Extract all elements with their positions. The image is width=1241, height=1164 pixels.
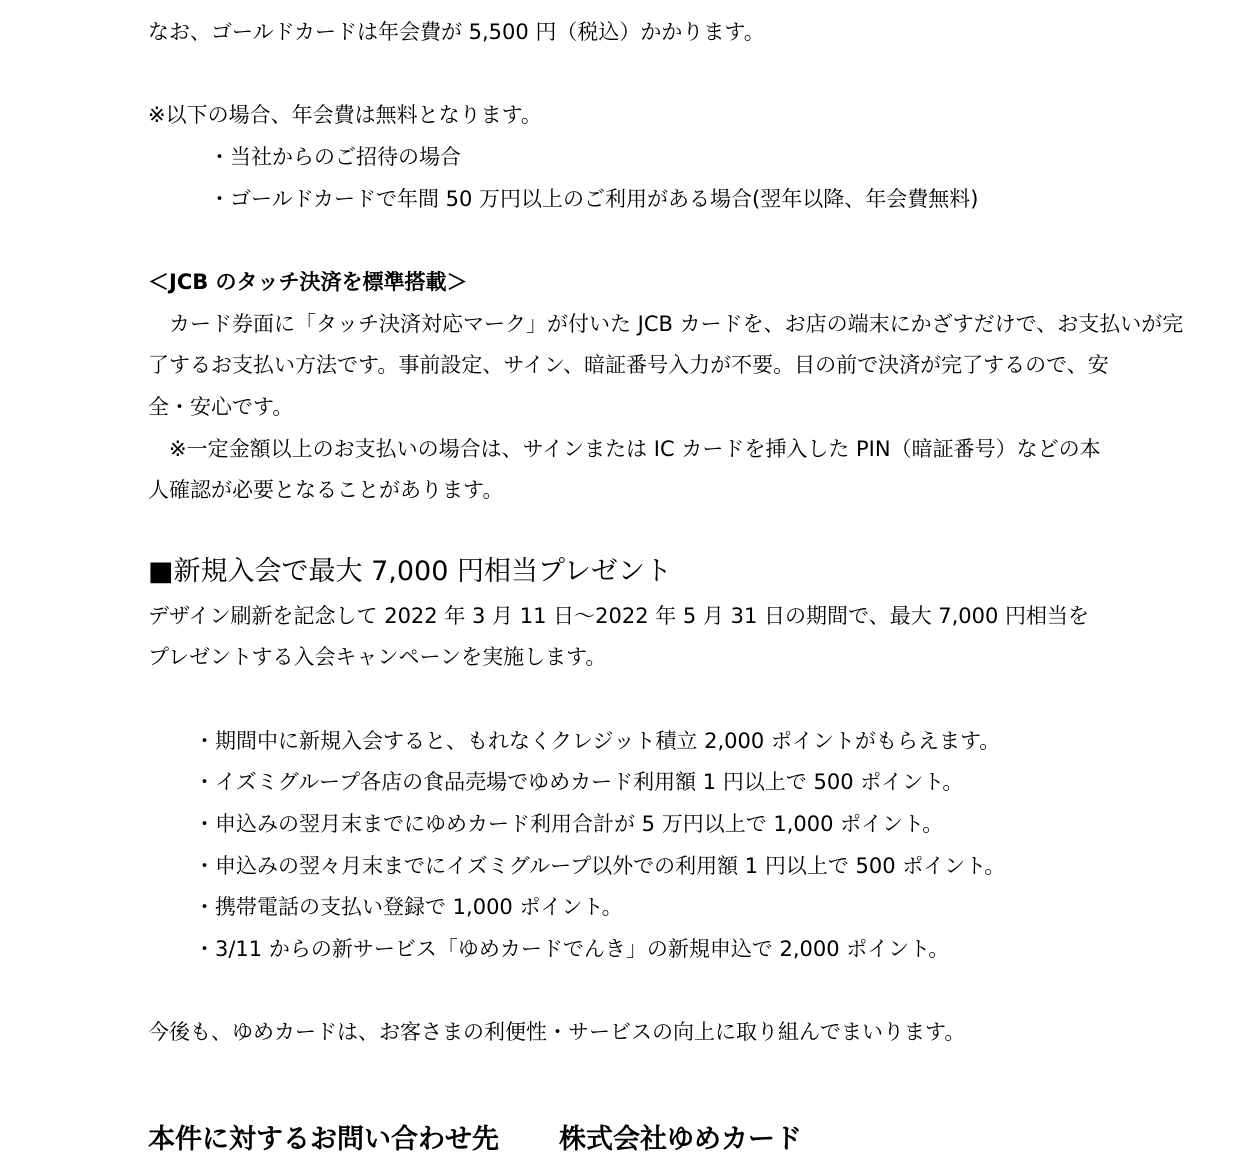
- fee-free-condition: ・ゴールドカードで年間 50 万円以上のご利用がある場合(翌年以降、年会費無料): [209, 187, 979, 211]
- fee-free-note: ※以下の場合、年会費は無料となります。: [148, 103, 542, 127]
- fee-free-condition: ・当社からのご招待の場合: [209, 145, 461, 169]
- campaign-section-line: デザイン刷新を記念して 2022 年 3 月 11 日～2022 年 5 月 31 日の期間で、最大 7,000 円相当を: [148, 604, 1090, 628]
- touch-section-line: カード券面に「タッチ決済対応マーク」が付いた JCB カードを、お店の端末にかざすだけで、お支払いが完: [148, 312, 1184, 336]
- campaign-bullet: ・3/11 からの新サービス「ゆめカードでんき」の新規申込で 2,000 ポイント。: [194, 937, 950, 961]
- touch-section-title: ＜JCB のタッチ決済を標準搭載＞: [148, 270, 468, 294]
- campaign-section-line: プレゼントする入会キャンペーンを実施します。: [148, 645, 607, 669]
- campaign-bullet: ・携帯電話の支払い登録で 1,000 ポイント。: [194, 895, 623, 919]
- closing-text: 今後も、ゆめカードは、お客さまの利便性・サービスの向上に取り組んでまいります。: [148, 1020, 966, 1044]
- contact-line: [148, 1123, 802, 1157]
- contact-company: 株式会社ゆめカード: [559, 1124, 802, 1155]
- contact-label: 本件に対するお問い合わせ先: [148, 1124, 499, 1155]
- gold-fee-text: なお、ゴールドカードは年会費が 5,500 円（税込）かかります。: [148, 20, 765, 44]
- touch-section-line: 人確認が必要となることがあります。: [148, 478, 504, 502]
- campaign-section-title: ■新規入会で最大 7,000 円相当プレゼント: [148, 556, 672, 587]
- campaign-bullet: ・イズミグループ各店の食品売場でゆめカード利用額 1 円以上で 500 ポイント。: [194, 770, 964, 794]
- touch-section-line: ※一定金額以上のお支払いの場合は、サインまたは IC カードを挿入した PIN（暗証番号）などの本: [148, 437, 1101, 461]
- touch-section-line: 了するお支払い方法です。事前設定、サイン、暗証番号入力が不要。目の前で決済が完了するので、安: [148, 353, 1109, 377]
- touch-section-line: 全・安心です。: [148, 395, 294, 419]
- campaign-bullet: ・申込みの翌月末までにゆめカード利用合計が 5 万円以上で 1,000 ポイント。: [194, 812, 944, 836]
- campaign-bullet: ・申込みの翌々月末までにイズミグループ以外での利用額 1 円以上で 500 ポイント。: [194, 854, 1006, 878]
- campaign-bullet: ・期間中に新規入会すると、もれなくクレジット積立 2,000 ポイントがもらえます。: [194, 729, 1001, 753]
